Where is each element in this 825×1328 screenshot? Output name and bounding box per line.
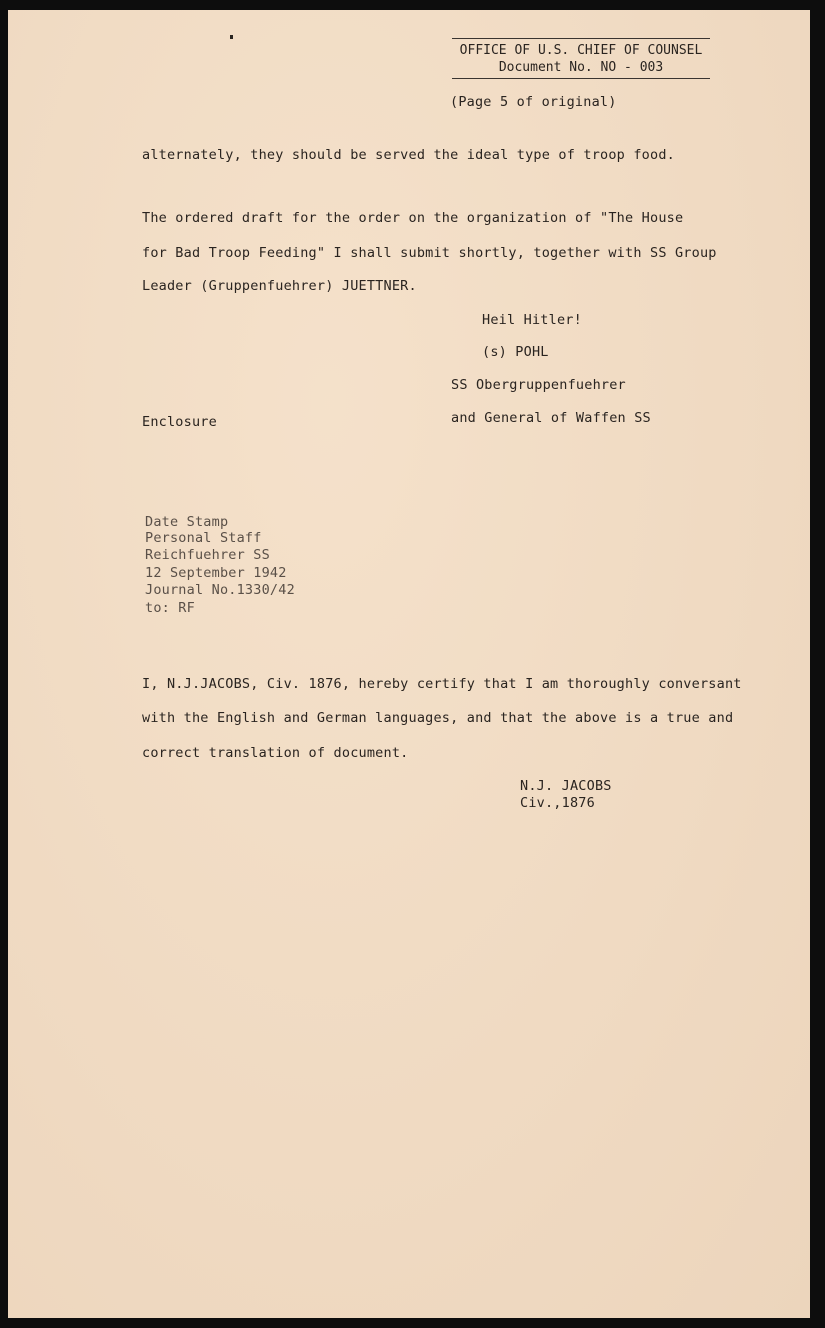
document-number: Document No. NO - 003 xyxy=(498,60,664,75)
stamp-line-4: 12 September 1942 xyxy=(145,565,287,581)
signature-salutation: Heil Hitler! xyxy=(482,312,582,328)
stamp-line-2: Personal Staff xyxy=(145,530,262,546)
enclosure-label: Enclosure xyxy=(142,414,217,430)
certifier-id: Civ.,1876 xyxy=(520,795,595,811)
stamp-line-1: Date Stamp xyxy=(145,514,229,530)
body-line-1: alternately, they should be served the ideal type of troop food. xyxy=(142,147,675,163)
signature-rank: SS Obergruppenfuehrer xyxy=(451,377,626,393)
certifier-name: N.J. JACOBS xyxy=(520,778,612,794)
body-para-line-3: Leader (Gruppenfuehrer) JUETTNER. xyxy=(142,278,417,294)
body-para-line-1: The ordered draft for the order on the organization of "The House xyxy=(142,210,684,226)
document-page xyxy=(8,10,810,1318)
stamp-line-3: Reichfuehrer SS xyxy=(145,547,270,563)
page-note: (Page 5 of original) xyxy=(450,94,617,110)
stamp-line-6: to: RF xyxy=(145,600,195,616)
body-para-line-2: for Bad Troop Feeding" I shall submit shortly, together with SS Group xyxy=(142,245,717,261)
certification-line-1: I, N.J.JACOBS, Civ. 1876, hereby certify that I am thoroughly conversant xyxy=(142,676,742,692)
signature-title: and General of Waffen SS xyxy=(451,410,651,426)
signature-name: (s) POHL xyxy=(482,344,549,360)
stamp-line-5: Journal No.1330/42 xyxy=(145,582,295,598)
certification-line-2: with the English and German languages, and that the above is a true and xyxy=(142,710,734,726)
certification-line-3: correct translation of document. xyxy=(142,745,409,761)
header-box xyxy=(452,38,710,79)
ink-speck xyxy=(230,35,233,39)
office-heading: OFFICE OF U.S. CHIEF OF COUNSEL xyxy=(459,43,703,58)
